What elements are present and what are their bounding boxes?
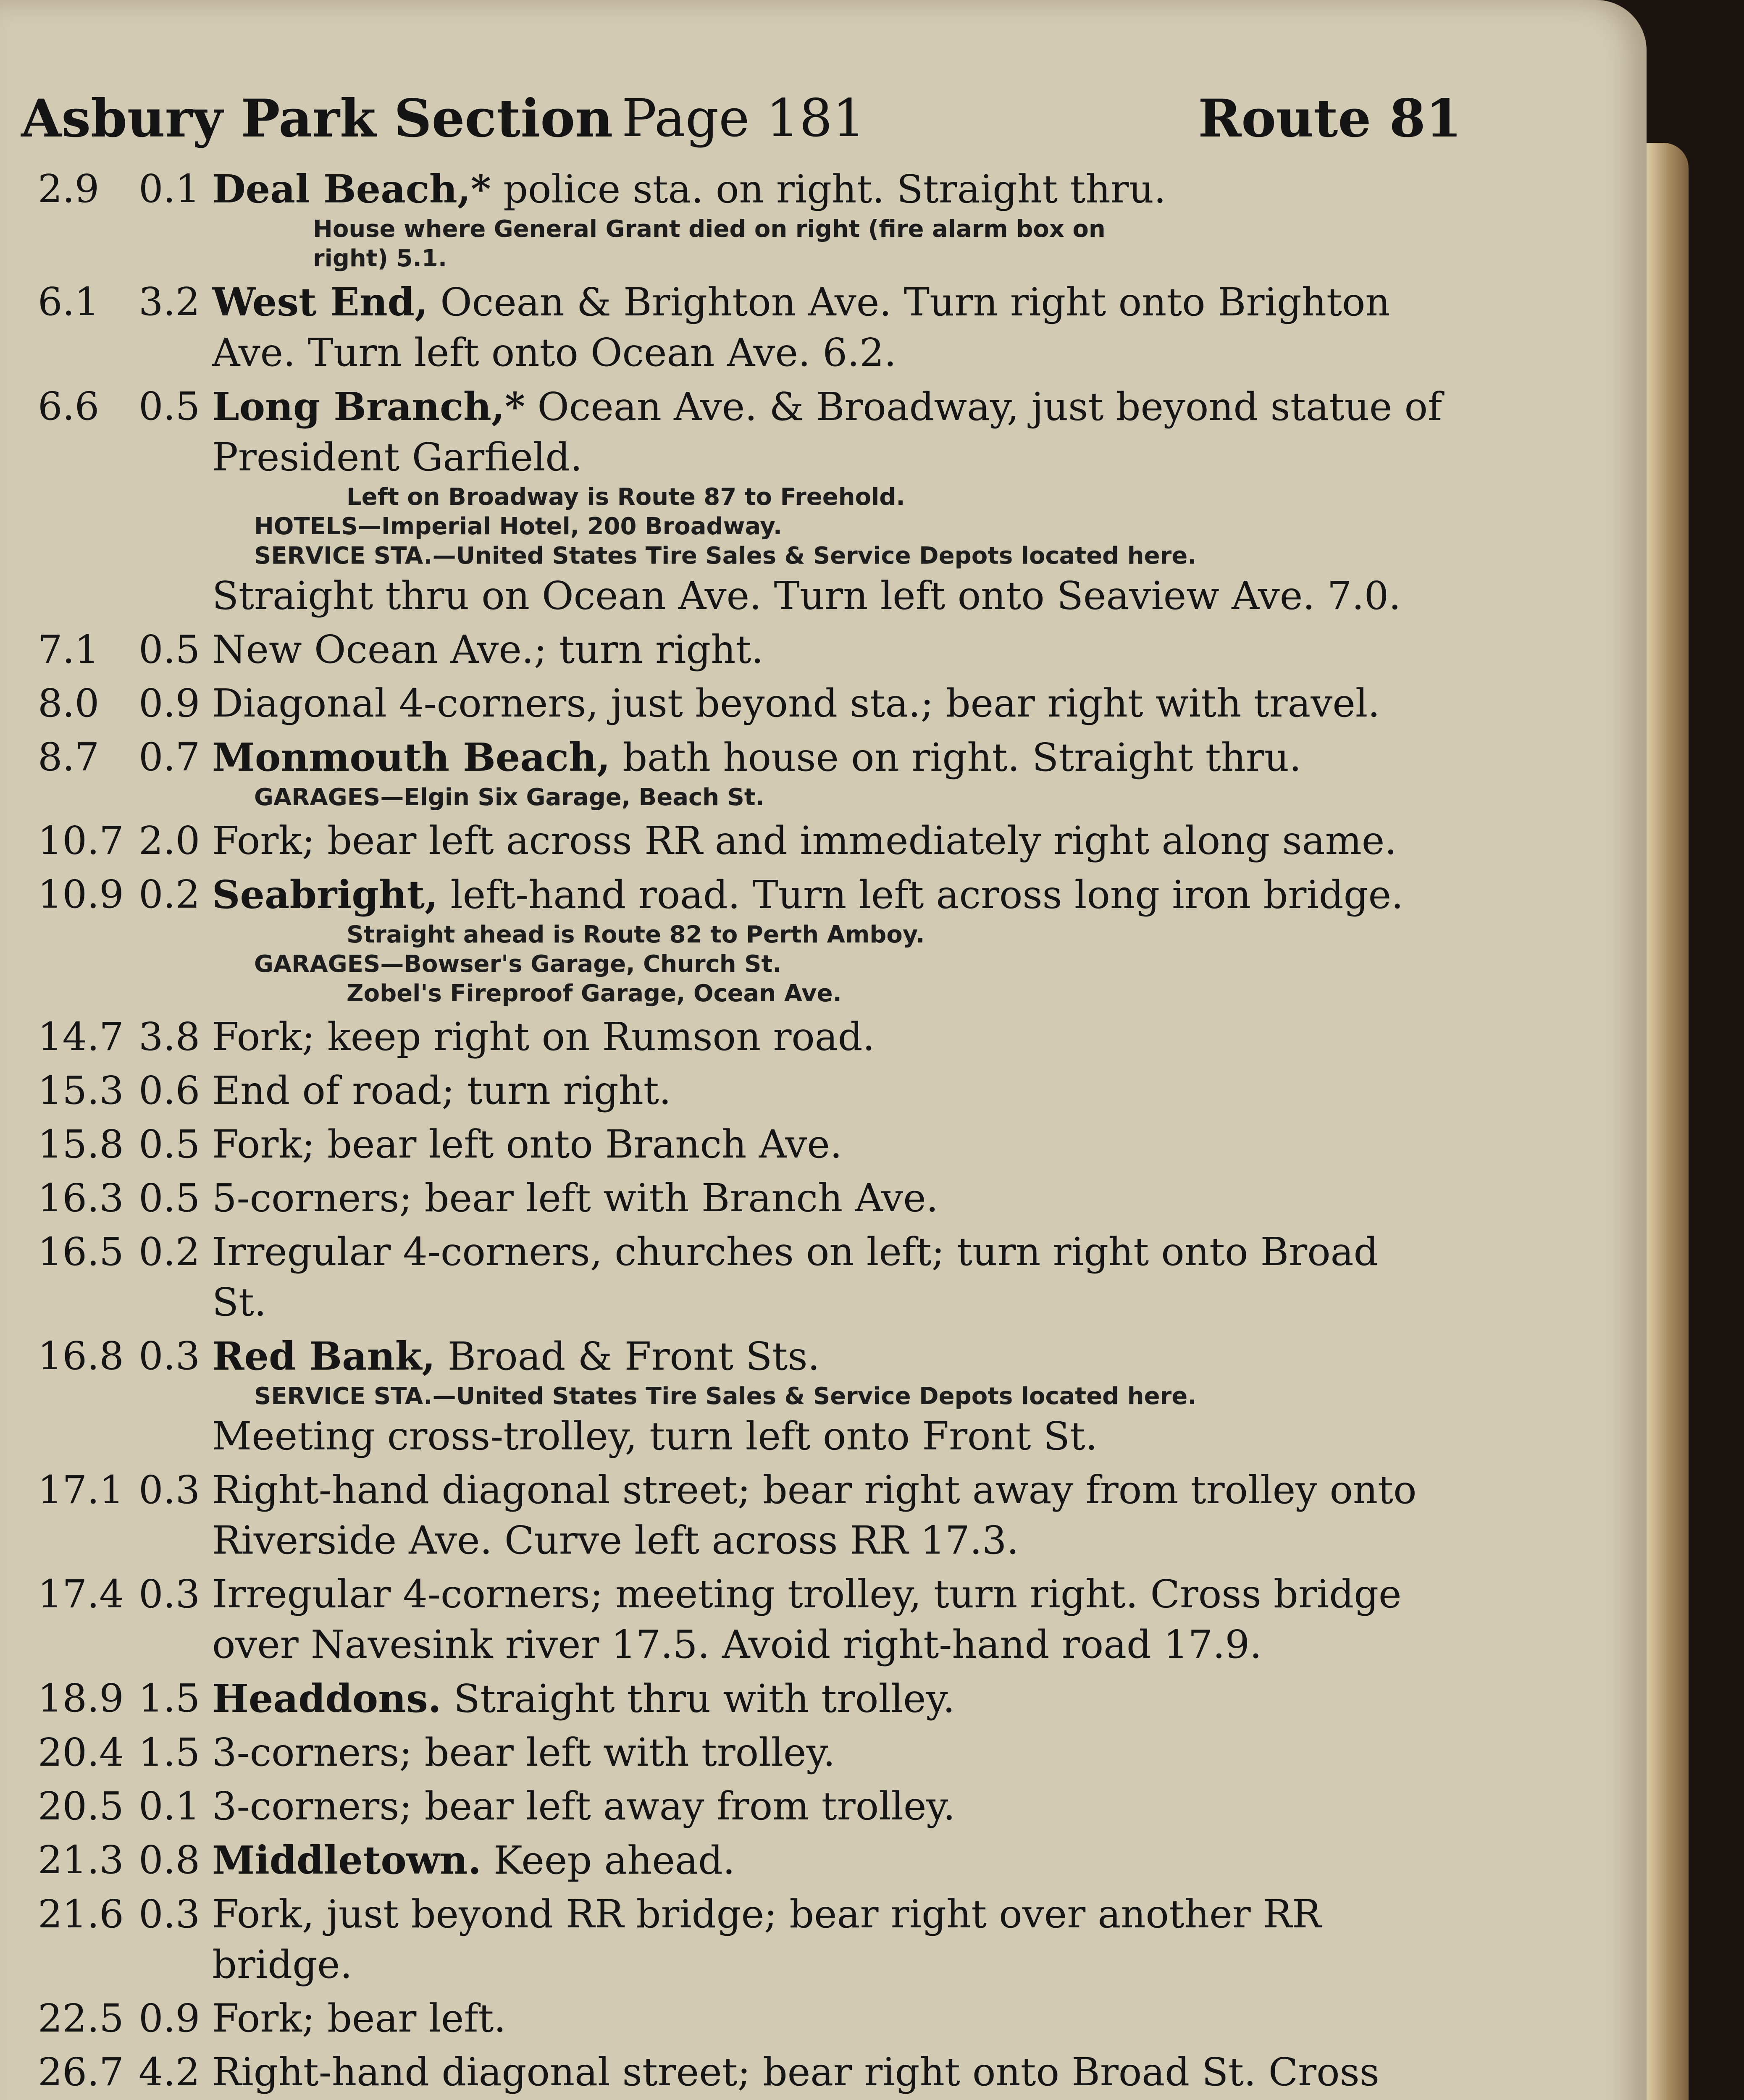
interval-mileage: 2.0: [139, 818, 200, 863]
section-title: Asbury Park Section: [21, 88, 613, 149]
route-entry: [21, 732, 1470, 812]
route-note: Straight ahead is Route 82 to Perth Amboy.: [347, 921, 925, 948]
cumulative-mileage: 14.7: [38, 1014, 124, 1059]
cumulative-mileage: 15.8: [38, 1122, 124, 1167]
interval-mileage: 1.5: [139, 1730, 200, 1775]
route-entry: [21, 1993, 1470, 2044]
direction-line: Straight thru on Ocean Ave. Turn left onto Seaview Ave. 7.0.: [212, 573, 1401, 618]
direction-line: Headdons. Straight thru with trolley.: [212, 1676, 955, 1721]
cumulative-mileage: 26.7: [38, 2050, 124, 2095]
route-entry: [21, 1673, 1470, 1724]
route-entry: [21, 678, 1470, 729]
interval-mileage: 0.2: [139, 1229, 200, 1274]
cumulative-mileage: 16.8: [38, 1334, 124, 1378]
interval-mileage: 0.3: [139, 1572, 200, 1617]
direction-line: Fork, just beyond RR bridge; bear right over another RR: [212, 1892, 1321, 1937]
cumulative-mileage: 10.9: [38, 872, 124, 917]
route-note: HOTELS—Imperial Hotel, 200 Broadway.: [254, 513, 783, 540]
cumulative-mileage: 2.9: [38, 166, 100, 211]
interval-mileage: 0.2: [139, 872, 200, 917]
cumulative-mileage: 21.3: [38, 1838, 124, 1882]
route-entry: [21, 1727, 1470, 1778]
interval-mileage: 0.6: [139, 1068, 200, 1113]
interval-mileage: 3.8: [139, 1014, 200, 1059]
direction-line: West End, Ocean & Brighton Ave. Turn right onto Brighton: [212, 279, 1390, 325]
route-note: Left on Broadway is Route 87 to Freehold.: [347, 483, 905, 511]
direction-line: Fork; bear left across RR and immediately right along same.: [212, 818, 1397, 863]
route-entry: [21, 277, 1470, 378]
route-entry: [21, 869, 1470, 1008]
cumulative-mileage: 7.1: [38, 627, 100, 672]
direction-line: bridge.: [212, 1942, 352, 1987]
direction-line: Deal Beach,* police sta. on right. Straight thru.: [212, 166, 1166, 212]
direction-line: Fork; bear left.: [212, 1996, 506, 2041]
cumulative-mileage: 6.6: [38, 384, 100, 429]
cumulative-mileage: 15.3: [38, 1068, 124, 1113]
route-entry: [21, 1835, 1470, 1886]
direction-line: President Garfield.: [212, 435, 583, 480]
direction-line: Ave. Turn left onto Ocean Ave. 6.2.: [212, 330, 897, 375]
interval-mileage: 4.2: [139, 2050, 200, 2095]
cumulative-mileage: 20.5: [38, 1784, 124, 1829]
interval-mileage: 1.5: [139, 1676, 200, 1721]
route-entry: [21, 1227, 1470, 1328]
interval-mileage: 0.7: [139, 735, 200, 780]
route-note: GARAGES—Bowser's Garage, Church St.: [254, 950, 782, 978]
direction-line: Monmouth Beach, bath house on right. Straight thru.: [212, 735, 1302, 780]
route-entry: [21, 1569, 1470, 1670]
route-note: SERVICE STA.—United States Tire Sales & Service Depots located here.: [254, 1383, 1197, 1410]
route-entry: [21, 381, 1470, 621]
route-entry: [21, 1331, 1470, 1462]
route-note: House where General Grant died on right (fire alarm box on: [313, 215, 1106, 243]
cumulative-mileage: 17.1: [38, 1467, 124, 1512]
cumulative-mileage: 6.1: [38, 279, 100, 324]
direction-line: Seabright, left-hand road. Turn left across long iron bridge.: [212, 872, 1404, 917]
route-note: Zobel's Fireproof Garage, Ocean Ave.: [347, 980, 842, 1007]
route-entry: [21, 816, 1470, 866]
route-note: GARAGES—Elgin Six Garage, Beach St.: [254, 784, 764, 811]
page-number: Page 181: [622, 88, 866, 149]
interval-mileage: 0.3: [139, 1334, 200, 1378]
direction-line: Diagonal 4-corners, just beyond sta.; bear right with travel.: [212, 681, 1380, 726]
route-entry: [21, 2047, 1470, 2100]
cumulative-mileage: 16.3: [38, 1176, 124, 1221]
interval-mileage: 0.9: [139, 681, 200, 726]
direction-line: [212, 2097, 1470, 2100]
page-header: [21, 88, 1462, 160]
interval-mileage: 0.3: [139, 1467, 200, 1512]
direction-line: Right-hand diagonal street; bear right onto Broad St. Cross: [212, 2050, 1379, 2095]
cumulative-mileage: 21.6: [38, 1892, 124, 1937]
cumulative-mileage: 17.4: [38, 1572, 124, 1617]
direction-line: Irregular 4-corners, churches on left; turn right onto Broad: [212, 1229, 1379, 1274]
cumulative-mileage: 16.5: [38, 1229, 124, 1274]
direction-line: St.: [212, 1280, 267, 1325]
interval-mileage: 0.5: [139, 384, 200, 429]
cumulative-mileage: 18.9: [38, 1676, 124, 1721]
interval-mileage: 3.2: [139, 279, 200, 324]
direction-line: Riverside Ave. Curve left across RR 17.3.: [212, 1518, 1019, 1563]
interval-mileage: 0.5: [139, 1176, 200, 1221]
direction-line: New Ocean Ave.; turn right.: [212, 627, 764, 672]
route-entry: [21, 1889, 1470, 1990]
cumulative-mileage: 22.5: [38, 1996, 124, 2041]
route-entry: [21, 1465, 1470, 1566]
route-entry: [21, 1066, 1470, 1116]
direction-line: Long Branch,* Ocean Ave. & Broadway, just beyond statue of: [212, 384, 1442, 429]
direction-line: Middletown. Keep ahead.: [212, 1838, 735, 1883]
direction-line: End of road; turn right.: [212, 1068, 672, 1113]
cumulative-mileage: 20.4: [38, 1730, 124, 1775]
cumulative-mileage: 8.0: [38, 681, 100, 726]
route-entry: [21, 164, 1470, 273]
route-entry: [21, 1012, 1470, 1062]
interval-mileage: 0.8: [139, 1838, 200, 1882]
direction-line: 5-corners; bear left with Branch Ave.: [212, 1176, 938, 1221]
cumulative-mileage: 8.7: [38, 735, 100, 780]
route-directions: [21, 164, 1470, 2100]
direction-line: over Navesink river 17.5. Avoid right-hand road 17.9.: [212, 1622, 1262, 1667]
interval-mileage: 0.1: [139, 166, 200, 211]
route-note: right) 5.1.: [313, 245, 447, 272]
route-entry: [21, 1781, 1470, 1832]
interval-mileage: 0.9: [139, 1996, 200, 2041]
cumulative-mileage: 10.7: [38, 818, 124, 863]
interval-mileage: 0.5: [139, 627, 200, 672]
direction-line: Meeting cross-trolley, turn left onto Front St.: [212, 1414, 1098, 1459]
direction-line: Right-hand diagonal street; bear right away from trolley onto: [212, 1467, 1417, 1512]
route-entry: [21, 1119, 1470, 1170]
route-number: Route 81: [1198, 88, 1462, 149]
direction-line: Fork; bear left onto Branch Ave.: [212, 1122, 843, 1167]
direction-line: Fork; keep right on Rumson road.: [212, 1014, 875, 1059]
route-note: SERVICE STA.—United States Tire Sales & Service Depots located here.: [254, 542, 1197, 570]
route-entry: [21, 625, 1470, 675]
interval-mileage: 0.3: [139, 1892, 200, 1937]
route-entry: [21, 1173, 1470, 1223]
direction-line: 3-corners; bear left with trolley.: [212, 1730, 835, 1775]
direction-line: Red Bank, Broad & Front Sts.: [212, 1334, 820, 1379]
interval-mileage: 0.1: [139, 1784, 200, 1829]
direction-line: 3-corners; bear left away from trolley.: [212, 1784, 956, 1829]
interval-mileage: 0.5: [139, 1122, 200, 1167]
direction-line: Irregular 4-corners; meeting trolley, turn right. Cross bridge: [212, 1572, 1402, 1617]
